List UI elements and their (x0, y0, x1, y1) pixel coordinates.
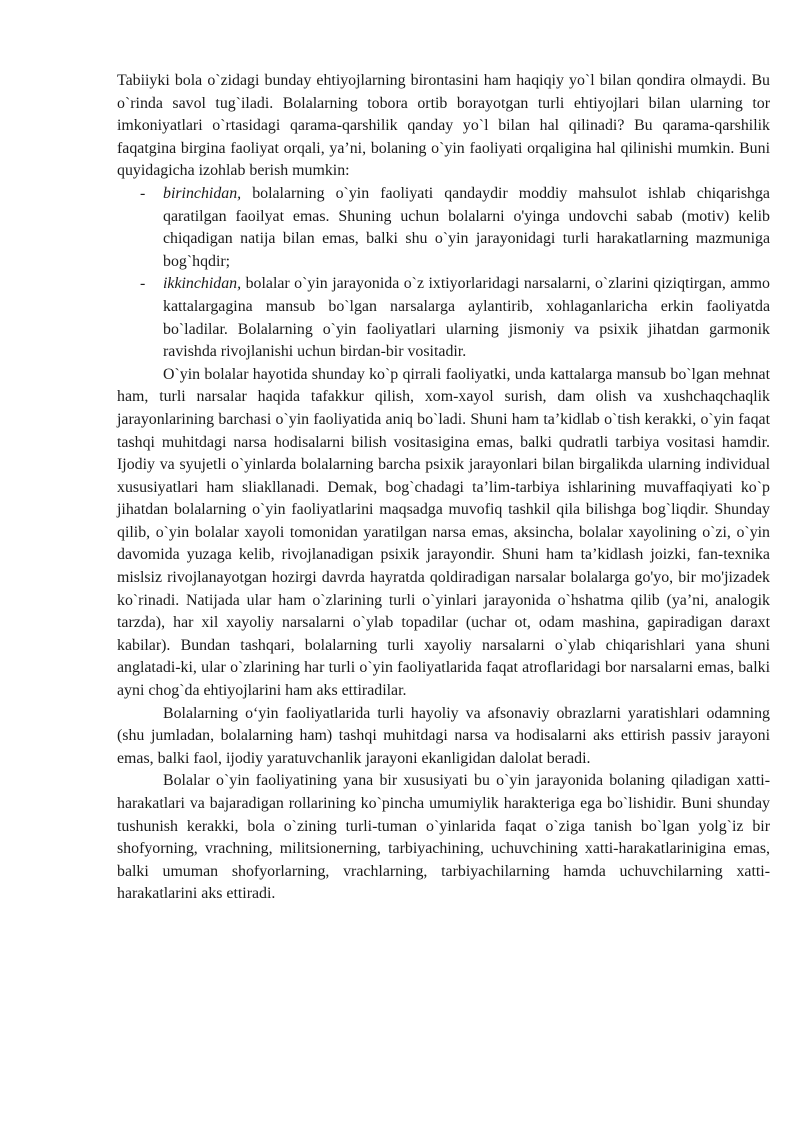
dash-marker: - (140, 184, 146, 202)
bullet-list (117, 183, 770, 364)
list-item-lead: birinchidan, (163, 184, 242, 202)
list-item (117, 273, 770, 363)
list-item (117, 183, 770, 273)
list-item-text: bolalar o`yin jarayonida o`z ixtiyorlaridagi narsalarni, o`zlarini qiziqtirgan, ammo kattalargagina mansub bo`lgan narsalarga aylantirib, xohlaganlaricha erkin faoliyatda bo`ladilar. Bolalarning o`yin faoliyatlari ularning jismoniy va psixik jihatdan garmonik ravishda rivojlanishi uchun birdan-bir vositadir. (163, 275, 770, 361)
body-paragraph: Bolalarning o‘yin faoliyatlarida turli hayoliy va afsonaviy obrazlarni yaratishlari odamning (shu jumladan, bolalarning ham) tashqi muhitdagi narsa va hodisalarni aks ettirish passiv jarayoni emas, balki faol, ijodiy yaratuvchanlik jarayoni ekanligidan dalolat beradi. (117, 704, 770, 767)
body-paragraph: O`yin bolalar hayotida shunday ko`p qirrali faoliyatki, unda kattalarga mansub bo`lgan mehnat ham, turli narsalar haqida tafakkur qilish, xom-xayol surish, dam olish va xushchaqchaqlik jarayonlarining barchasi o`yin faoliyatida aniq bo`ladi. Shuni ham ta’kidlab o`tish kerakki, o`yin faqat tashqi muhitdagi narsa hodisalarni bilish vositasigina emas, balki qudratli tarbiya vositasi hamdir. Ijodiy va syujetli o`yinlarda bolalarning barcha psixik jarayonlari bilan birgalikda ularning individual xususiyatlari ham sliakllanadi. Demak, bog`chadagi ta’lim-tarbiya ishlarining muvaffaqiyati ko`p jihatdan bolalarning o`yin faoliyatlarini maqsadga muvofiq tashkil qila bilishga bog`liqdir. Shunday qilib, o`yin bolalar xayoli tomonidan yaratilgan narsa emas, aksincha, bolalar xayolining o`zi, o`yin davomida yuzaga kelib, rivojlanadigan psixik jarayondir. Shuni ham ta’kidlash joizki, fan-texnika mislsiz rivojlanayotgan hozirgi davrda hayratda qoldiradigan narsalar bolalarga go'yo, bir mo'jizadek ko`rinadi. Natijada ular ham o`zlarining turli o`yinlari jarayonida o`hshatma qilib (ya’ni, analogik tarzda), har xil xayoliy narsalarni o`ylab topadilar (uchar ot, odam mashina, gapiradigan daraxt kabilar). Bundan tashqari, bolalarning turli xayoliy narsalarni o`ylab chiqarishlari yana shuni anglatadi-ki, ular o`zlarining har turli o`yin faoliyatlarida faqat atroflaridagi bor narsalarni emas, balki ayni chog`da ehtiyojlarini ham aks ettiradilar. (117, 365, 770, 700)
list-item-text: bolalarning o`yin faoliyati qandaydir moddiy mahsulot ishlab chiqarishga qaratilgan faoilyat emas. Shuning uchun bolalarni o'yinga undovchi sabab (motiv) kelib chiqadigan natija bilan emas, balki shu o`yin jarayonidagi turli harakatlarning mazmuniga bog`hqdir; (163, 184, 770, 270)
document-page (117, 70, 770, 906)
dash-marker: - (140, 275, 146, 293)
list-item-lead: ikkinchidan, (163, 275, 242, 293)
intro-paragraph: Tabiiyki bola o`zidagi bunday ehtiyojlarning birontasini ham haqiqiy yo`l bilan qondira olmaydi. Bu o`rinda savol tug`iladi. Bolalarning tobora ortib borayotgan turli ehtiyojlari bilan ularning tor imkoniyatlari o`rtasidagi qarama-qarshilik qanday yo`l bilan hal qilinadi? Bu qarama-qarshilik faqatgina birgina faoliyat orqali, ya’ni, bolaning o`yin faoliyati orqaligina hal qilinishi mumkin. Buni quyidagicha izohlab berish mumkin: (117, 72, 770, 180)
body-paragraph: Bolalar o`yin faoliyatining yana bir xususiyati bu o`yin jarayonida bolaning qiladigan xatti-harakatlari va bajaradigan rollarining ko`pincha umumiylik harakteriga ega bo`lishidir. Buni shunday tushunish kerakki, bola o`zining turli-tuman o`yinlarida faqat o`ziga tanish bo`lgan yolg`iz bir shofyorning, vrachning, militsionerning, tarbiyachining, uchuvchining xatti-harakatlarinigina emas, balki umuman shofyorlarning, vrachlarning, tarbiyachilarning hamda uchuvchilarning xatti-harakatlarini aks ettiradi. (117, 772, 770, 903)
